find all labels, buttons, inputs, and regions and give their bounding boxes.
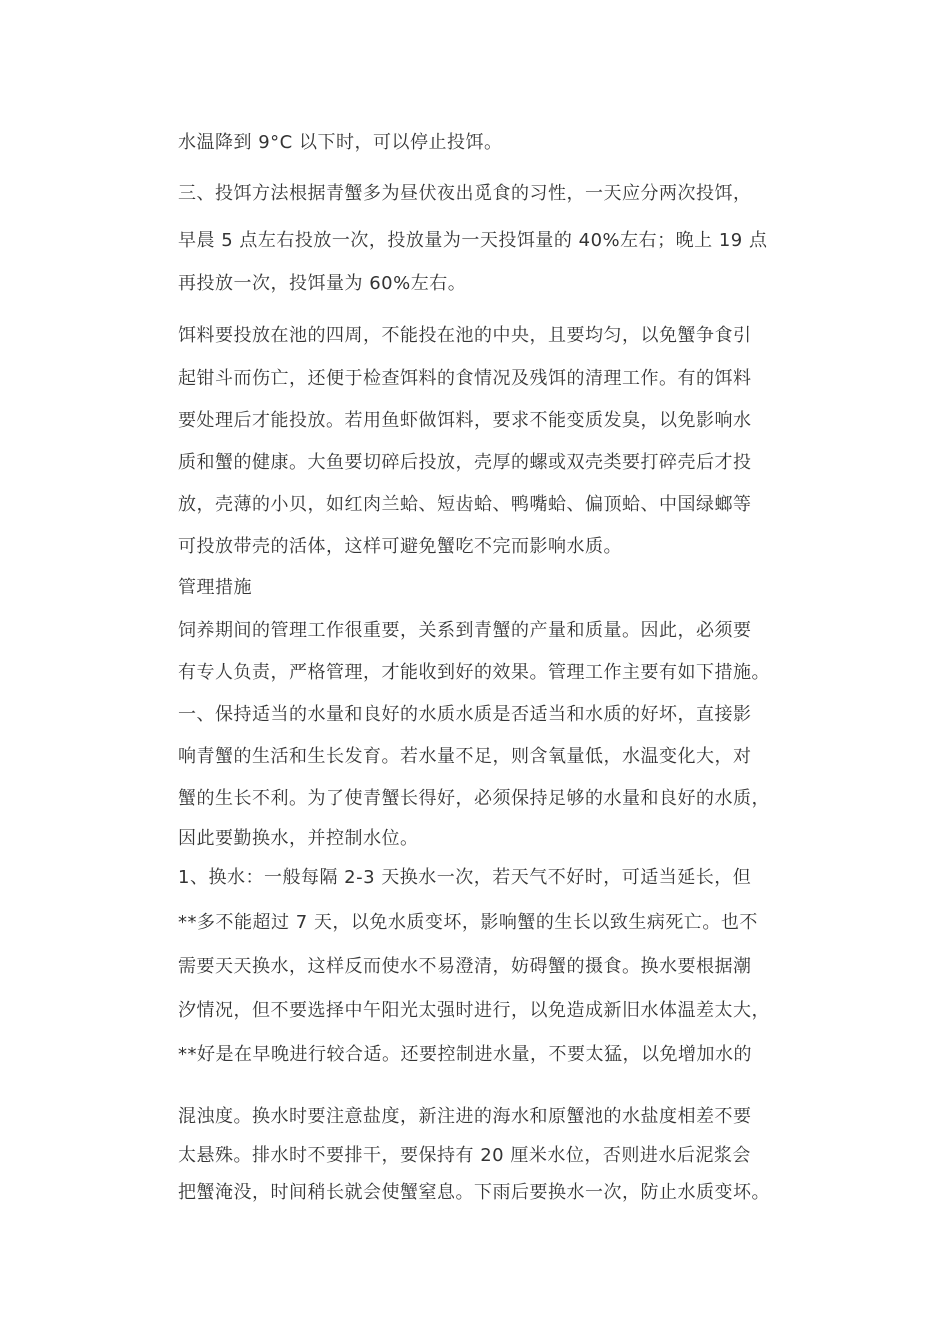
text-line: 要处理后才能投放。若用鱼虾做饵料，要求不能变质发臭，以免影响水: [178, 410, 752, 431]
text-line: 放，壳薄的小贝，如红肉兰蛤、短齿蛤、鸭嘴蛤、偏顶蛤、中国绿螂等: [178, 494, 752, 515]
text-line: 响青蟹的生活和生长发育。若水量不足，则含氧量低，水温变化大，对: [178, 746, 752, 767]
text-line: 三、投饵方法根据青蟹多为昼伏夜出觅食的习性，一天应分两次投饵，: [178, 183, 752, 204]
text-line: 有专人负责，严格管理，才能收到好的效果。管理工作主要有如下措施。: [178, 662, 770, 683]
text-line: 水温降到 9°C 以下时，可以停止投饵。: [178, 132, 503, 153]
text-line: 饲养期间的管理工作很重要，关系到青蟹的产量和质量。因此，必须要: [178, 620, 752, 641]
text-line: 因此要勤换水，并控制水位。: [178, 828, 419, 849]
text-line: 需要天天换水，这样反而使水不易澄清，妨碍蟹的摄食。换水要根据潮: [178, 956, 752, 977]
text-line: 质和蟹的健康。大鱼要切碎后投放，壳厚的螺或双壳类要打碎壳后才投: [178, 452, 752, 473]
text-line: 把蟹淹没，时间稍长就会使蟹窒息。下雨后要换水一次，防止水质变坏。: [178, 1182, 770, 1203]
text-line: 早晨 5 点左右投放一次，投放量为一天投饵量的 40%左右；晚上 19 点: [178, 230, 768, 251]
text-line: 1、换水：一般每隔 2-3 天换水一次，若天气不好时，可适当延长，但: [178, 867, 752, 888]
text-line: 一、保持适当的水量和良好的水质水质是否适当和水质的好坏，直接影: [178, 704, 752, 725]
text-line: 混浊度。换水时要注意盐度，新注进的海水和原蟹池的水盐度相差不要: [178, 1106, 752, 1127]
text-line: 饵料要投放在池的四周，不能投在池的中央，且要均匀，以免蟹争食引: [178, 325, 752, 346]
section-heading: 管理措施: [178, 577, 252, 598]
text-line: 起钳斗而伤亡，还便于检查饵料的食情况及残饵的清理工作。有的饵料: [178, 368, 752, 389]
text-line: 太悬殊。排水时不要排干，要保持有 20 厘米水位，否则进水后泥浆会: [178, 1145, 751, 1166]
text-line: 可投放带壳的活体，这样可避免蟹吃不完而影响水质。: [178, 536, 622, 557]
text-line: 再投放一次，投饵量为 60%左右。: [178, 273, 467, 294]
text-line: **多不能超过 7 天，以免水质变坏，影响蟹的生长以致生病死亡。也不: [178, 912, 758, 933]
text-line: **好是在早晚进行较合适。还要控制进水量，不要太猛，以免增加水的: [178, 1044, 752, 1065]
text-line: 蟹的生长不利。为了使青蟹长得好，必须保持足够的水量和良好的水质，: [178, 788, 770, 809]
text-line: 汐情况，但不要选择中午阳光太强时进行，以免造成新旧水体温差太大，: [178, 1000, 770, 1021]
